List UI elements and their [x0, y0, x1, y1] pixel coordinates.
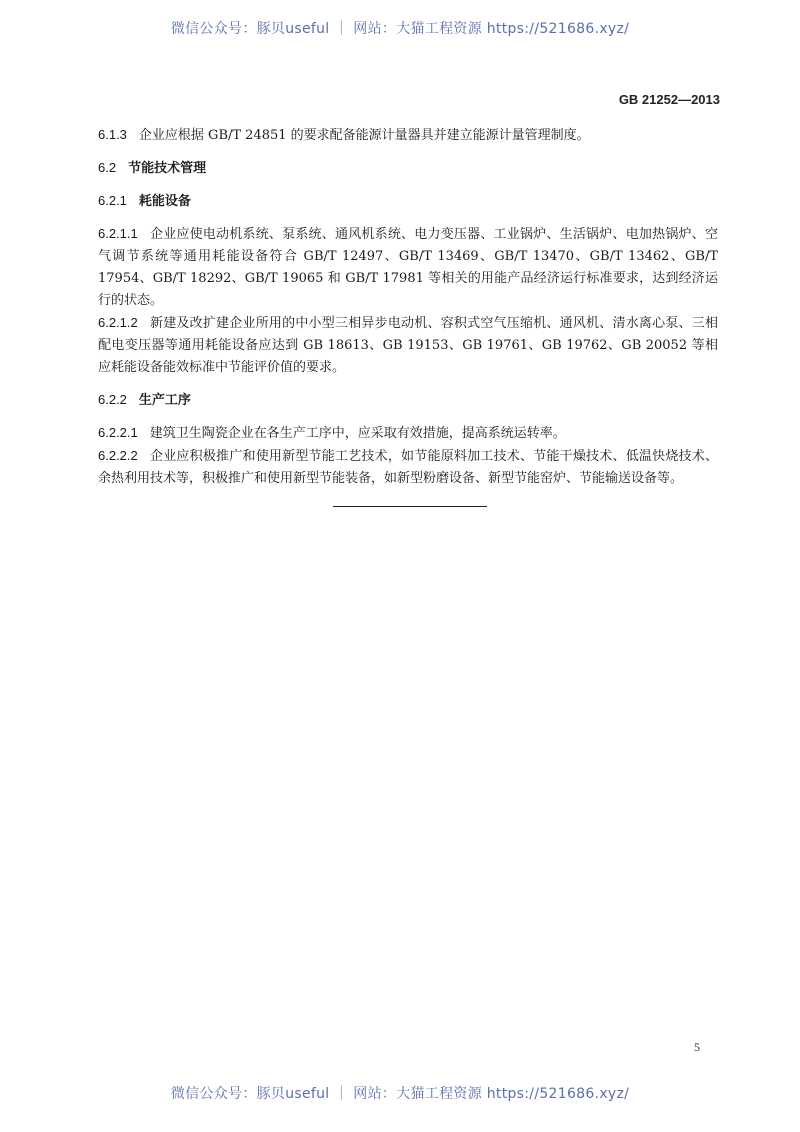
clause-text: 企业应根据 GB/T 24851 的要求配备能源计量器具并建立能源计量管理制度。 [138, 128, 590, 143]
section-title: 耗能设备 [138, 194, 191, 209]
clause-number: 6.2.1.1 [98, 226, 138, 241]
section-number: 6.2.2 [98, 392, 127, 407]
clause-number: 6.2.2.2 [98, 448, 138, 463]
clause-number: 6.2.1.2 [98, 315, 138, 330]
clause-6-2-1-1 [98, 223, 718, 312]
clause-number: 6.1.3 [98, 127, 127, 142]
end-of-document-rule [333, 506, 487, 507]
clause-text: 企业应使电动机系统、泵系统、通风机系统、电力变压器、工业锅炉、生活锅炉、电加热锅炉、空气调节系统等通用耗能设备符合 GB/T 12497、GB/T 13469、GB/T 13470、GB/T 13462、GB/T 17954、GB/T 18292、GB/T 19065 和 GB/T 17981 等相关的用能产品经济运行标准要求，达到经济运行的状态。 [98, 227, 718, 308]
section-6-2-2-heading [98, 389, 718, 412]
clause-6-2-2-1 [98, 422, 718, 445]
clause-6-2-2-2 [98, 445, 718, 490]
clause-6-1-3 [98, 124, 718, 147]
section-6-2-1-heading [98, 190, 718, 213]
watermark-top: 微信公众号：豚贝useful ｜ 网站：大猫工程资源 https://521686.xyz/ [170, 21, 630, 37]
clause-text: 企业应积极推广和使用新型节能工艺技术，如节能原料加工技术、节能干燥技术、低温快烧技术、余热利用技术等，积极推广和使用新型节能装备，如新型粉磨设备、新型节能窑炉、节能输送设备等。 [98, 449, 718, 486]
section-number: 6.2 [98, 160, 117, 175]
clause-text: 建筑卫生陶瓷企业在各生产工序中，应采取有效措施，提高系统运转率。 [149, 426, 566, 441]
watermark-bottom: 微信公众号：豚贝useful ｜ 网站：大猫工程资源 https://521686.xyz/ [170, 1086, 630, 1102]
clause-number: 6.2.2.1 [98, 425, 138, 440]
section-6-2-heading [98, 157, 718, 180]
clause-text: 新建及改扩建企业所用的中小型三相异步电动机、容积式空气压缩机、通风机、清水离心泵、三相配电变压器等通用耗能设备应达到 GB 18613、GB 19153、GB 19761、GB 19762、GB 20052 等相应耗能设备能效标准中节能评价值的要求。 [98, 316, 718, 375]
document-body [98, 124, 718, 490]
page-number: 5 [694, 1040, 700, 1054]
standard-code: GB 21252—2013 [618, 92, 720, 107]
clause-6-2-1-2 [98, 312, 718, 379]
section-title: 节能技术管理 [128, 161, 207, 176]
section-title: 生产工序 [138, 393, 191, 408]
section-number: 6.2.1 [98, 193, 127, 208]
